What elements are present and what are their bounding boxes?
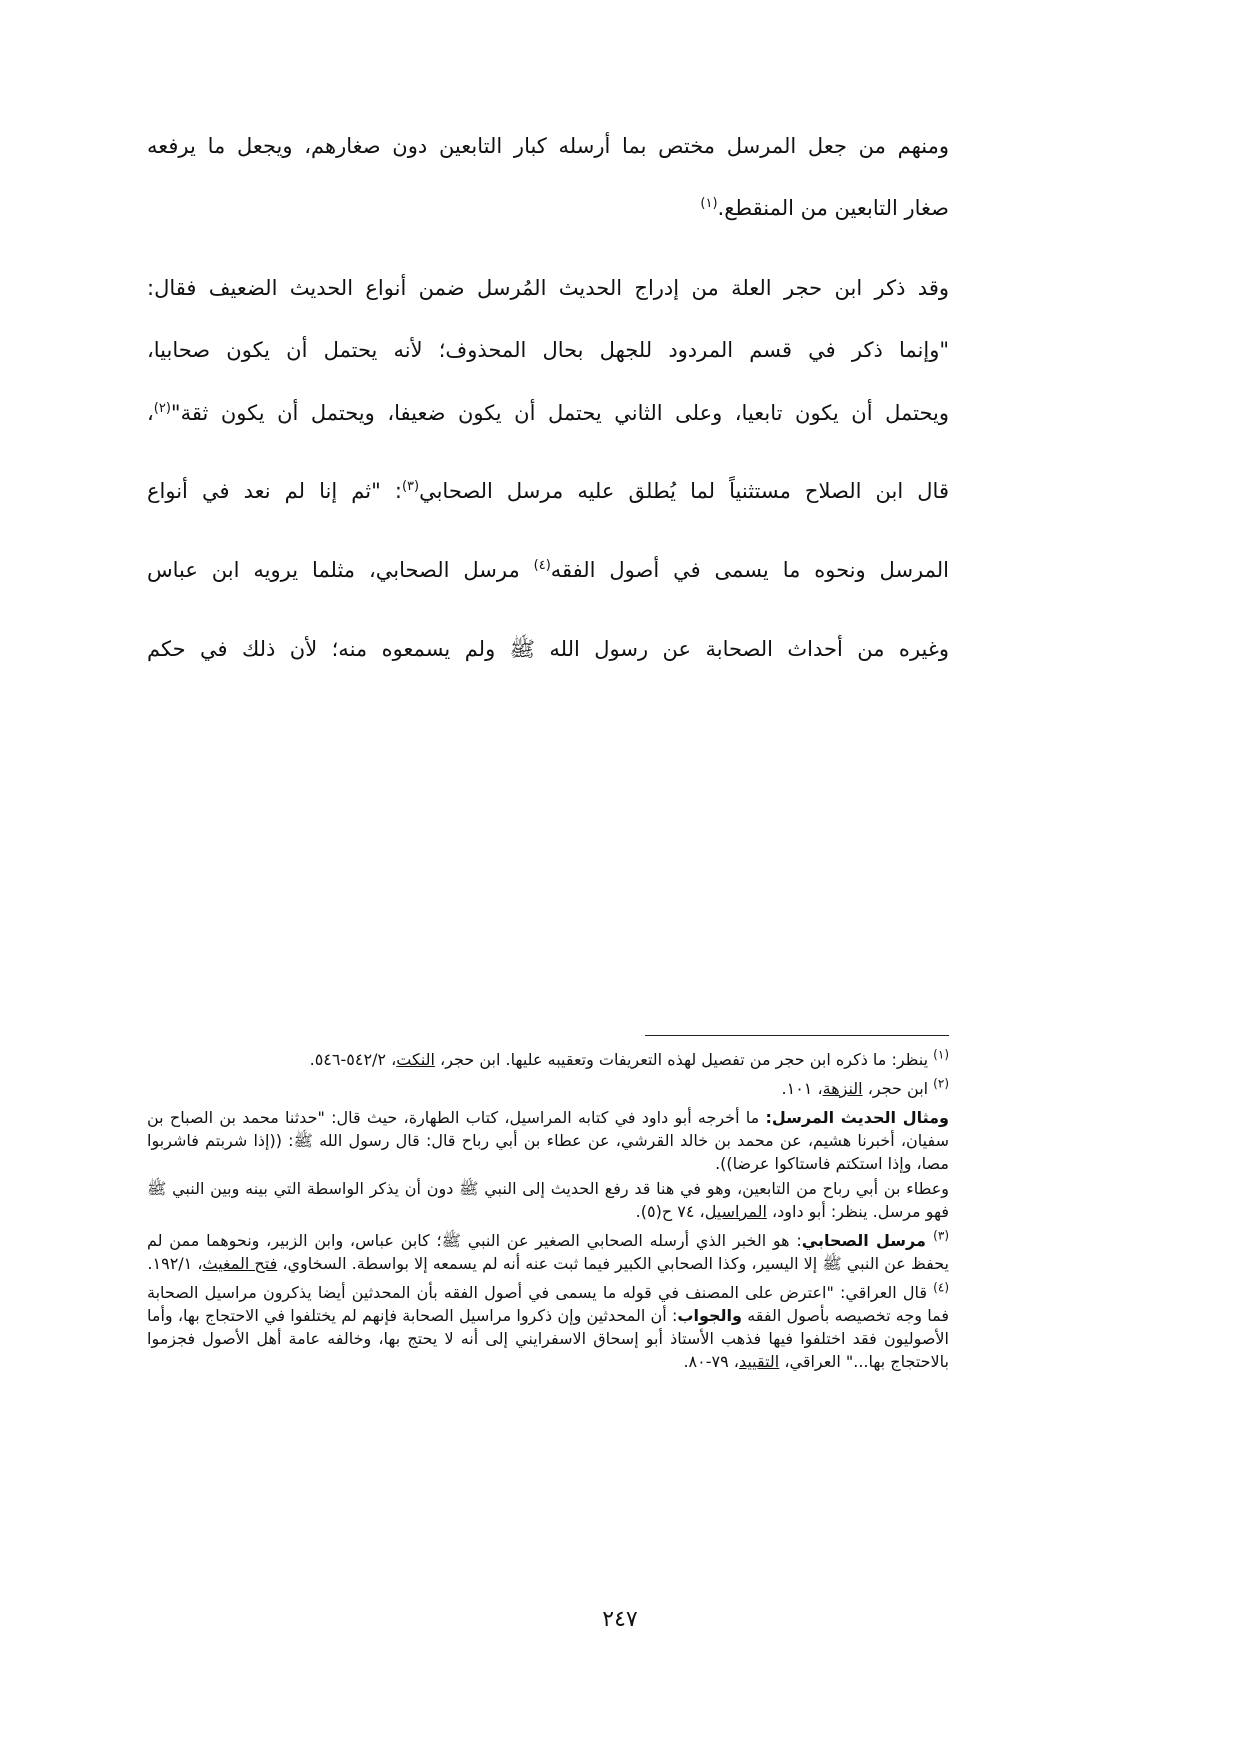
body-line-text: وغيره من أحداث الصحابة عن رسول الله ﷺ ولم يسمعوه منه؛ لأن ذلك في حكم [147, 637, 949, 661]
body-line-text: قال ابن الصلاح مستثنياً لما يُطلق عليه مرسل الصحابي [419, 479, 949, 503]
body-line-text: المرسل ونحوه ما يسمى في أصول الفقه [550, 558, 950, 582]
footnote-bold-label: ومثال الحديث المرسل: [765, 1108, 949, 1127]
footnote-text: : هو الخبر الذي أرسله الصحابي الصغير عن النبي ﷺ؛ كابن عباس، وابن الزبير، ونحوهما ممن لم يحفظ عن النبي ﷺ إلا اليسير، وكذا الصحابي الكبير فيما ثبت عنه أنه لم يسمعه إلا بواسطة. السخاوي، [147, 1231, 949, 1273]
book-title: فتح المغيث [202, 1254, 278, 1273]
footnote-ref[interactable]: (٣) [401, 479, 420, 494]
footnote-number: (٣) [933, 1228, 949, 1243]
body-line-text: صغار التابعين من المنقطع. [717, 196, 949, 220]
body-line-7 [147, 555, 949, 585]
footnote-bold-label: مرسل الصحابي [801, 1231, 934, 1250]
footnote-text: ، ١٠١. [781, 1079, 823, 1098]
footnotes [147, 1048, 949, 1379]
book-title: النزهة [822, 1079, 863, 1098]
body-line-text: ، [147, 401, 154, 425]
body-line-6 [147, 476, 949, 506]
footnote-ref[interactable]: (٢) [153, 401, 171, 416]
footnote-3 [147, 1229, 949, 1275]
body-line-text: ومنهم من جعل المرسل مختص بما أرسله كبار التابعين دون صغارهم، ويجعل ما يرفعه [147, 134, 949, 158]
footnote-number: (٤) [933, 1280, 949, 1295]
body-line-text: وقد ذكر ابن حجر العلة من إدراج الحديث المُرسل ضمن أنواع الحديث الضعيف فقال: [147, 276, 949, 300]
footnote-2-example [147, 1106, 949, 1175]
body-line-text: ويحتمل أن يكون تابعيا، وعلى الثاني يحتمل أن يكون ضعيفا، ويحتمل أن يكون ثقة" [170, 401, 949, 425]
body-line-4 [147, 335, 949, 365]
footnote-1 [147, 1048, 949, 1071]
footnote-text: قال العراقي: "اعترض على المصنف في قوله ما يسمى في أصول الفقه بأن المحدثين أيضا يذكرون مراسيل الصحابة فما وجه تخصيصه بأصول الفقه [147, 1283, 949, 1325]
body-line-1 [147, 131, 949, 161]
page-number: ٢٤٧ [602, 1607, 638, 1632]
book-title: المراسيل [704, 1202, 767, 1221]
footnote-text: ، ٧٤ ح(٥). [635, 1202, 705, 1221]
footnote-text: : أن المحدثين وإن ذكروا مراسيل الصحابة فإنهم لم يختلفوا في الاحتجاج بها، وأما الأصوليون فقد اختلفوا فيها فذهب الأستاذ أبو إسحاق الاسفرايني إلى أنه لا يحتج بها، وخالفه عامة أهل الأصول فجزموا بالاحتجاج بها..." العراقي، [147, 1306, 949, 1371]
body-line-3 [147, 273, 949, 303]
footnote-text: ابن حجر، [862, 1079, 934, 1098]
book-title: النكت [396, 1050, 435, 1069]
body-line-text: مرسل الصحابي، مثلما يرويه ابن عباس [147, 558, 534, 582]
footnote-text: ، ١٩٢/١. [147, 1254, 203, 1273]
body-line-2 [147, 193, 949, 223]
footnote-2-note [147, 1177, 949, 1223]
body-line-8 [147, 634, 949, 664]
footnote-text: وعطاء بن أبي رباح من التابعين، وهو في هنا قد رفع الحديث إلى النبي ﷺ دون أن يذكر الواسطة التي بينه وبين النبي ﷺ فهو مرسل. ينظر: أبو داود، [147, 1179, 949, 1221]
footnote-text: ، ٧٩-٨٠. [683, 1352, 739, 1371]
footnote-text: ، ٥٤٢/٢-٥٤٦. [309, 1050, 397, 1069]
body-line-text: : "ثم إنا لم نعد في أنواع [147, 479, 402, 503]
footnote-number: (٢) [933, 1076, 949, 1091]
footnote-text: ما أخرجه أبو داود في كتابه المراسيل، كتاب الطهارة، حيث قال: "حدثنا محمد بن الصباح بن سفيان، أخبرنا هشيم، عن محمد بن خالد القرشي، عن عطاء بن أبي رباح قال: قال رسول الله ﷺ: ((إذا شربتم فاشربوا مصا، وإذا استكتم فاستاكوا عرضا)). [147, 1108, 949, 1173]
footnote-ref[interactable]: (١) [700, 196, 718, 211]
body-line-5 [147, 398, 949, 428]
footnote-2 [147, 1077, 949, 1100]
footnote-ref[interactable]: (٤) [533, 558, 551, 573]
footnote-number: (١) [933, 1047, 949, 1062]
book-title: التقييد [738, 1352, 780, 1371]
body-line-text: "وإنما ذكر في قسم المردود للجهل بحال المحذوف؛ لأنه يحتمل أن يكون صحابيا، [147, 338, 949, 362]
footnote-text: ينظر: ما ذكره ابن حجر من تفصيل لهذه التعريفات وتعقيبه عليها. ابن حجر، [434, 1050, 934, 1069]
footnote-4 [147, 1281, 949, 1373]
footnote-bold-label: والجواب [677, 1306, 742, 1325]
footnote-separator [645, 1035, 949, 1036]
